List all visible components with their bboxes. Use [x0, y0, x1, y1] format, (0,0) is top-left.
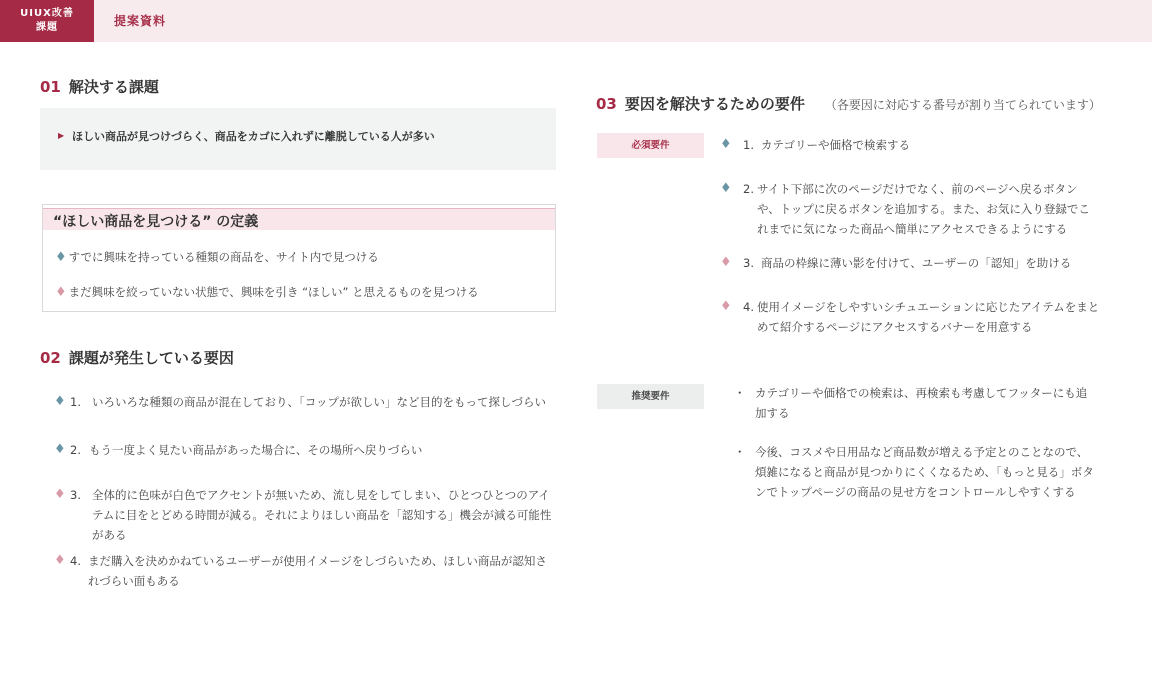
diamond-icon: ♦ [54, 553, 66, 568]
requirement-text: カテゴリーや価格で検索する [761, 138, 911, 152]
cause-item [54, 551, 558, 591]
cause-text: 全体的に色味が白色でアクセントが無いため、流し見をしてしまい、ひとつひとつのアイテムに目をとどめる時間が減る。それによりほしい商品を「認知する」機会が減る可能性がある [92, 488, 552, 542]
requirement-item [720, 297, 1100, 337]
section-title: 要因を解決するための要件 [624, 95, 805, 113]
document-title: 提案資料 [114, 14, 167, 28]
definition-title: “ほしい商品を見つける” の定義 [53, 214, 259, 230]
recommended-label: 推奨要件 [597, 384, 704, 409]
recommended-item [734, 442, 1096, 502]
diamond-icon: ♦ [55, 250, 67, 265]
section-note: （各要因に対応する番号が割り当てられています） [824, 98, 1101, 112]
requirement-text: 商品の枠線に薄い影を付けて、ユーザーの「認知」を助ける [761, 256, 1072, 270]
section-02-heading [40, 347, 234, 368]
diamond-icon: ♦ [720, 181, 732, 196]
diamond-icon: ♦ [720, 255, 732, 270]
cause-text: いろいろな種類の商品が混在しており、「コップが欲しい」など目的をもって探しづらい [92, 395, 547, 409]
recommended-text: カテゴリーや価格での検索は、再検索も考慮してフッターにも追加する [755, 386, 1088, 420]
cause-number: 1. [70, 395, 81, 409]
cause-text: まだ購入を決めかねているユーザーが使用イメージをしづらいため、ほしい商品が認知されづらい面もある [88, 554, 547, 588]
section-title: 解決する課題 [68, 78, 159, 96]
recommended-text: 今後、コスメや日用品など商品数が増える予定とのことなので、煩雑になると商品が見つかりにくくなるため、「もっと見る」ボタンでトップページの商品の見せ方をコントロールしやすくする [755, 445, 1094, 499]
requirement-number: 2. [743, 182, 754, 196]
cause-item [54, 485, 558, 545]
cause-item [54, 392, 558, 412]
definition-header [43, 208, 555, 230]
category-tag-line2: 課題 [36, 22, 58, 33]
bullet-icon: ・ [734, 445, 746, 459]
section-03-heading [596, 93, 1101, 114]
category-tag-line1: UIUX改善 [20, 8, 74, 19]
section-number: 01 [40, 78, 61, 96]
requirement-item [720, 179, 1100, 239]
section-number: 02 [40, 349, 61, 367]
triangle-bullet-icon: ▶ [58, 131, 65, 140]
diamond-icon: ♦ [720, 137, 732, 152]
bullet-icon: ・ [734, 386, 746, 400]
header-bar [0, 0, 1152, 42]
diamond-icon: ♦ [54, 442, 66, 457]
definition-item-text: すでに興味を持っている種類の商品を、サイト内で見つける [68, 250, 379, 264]
requirement-number: 4. [743, 300, 754, 314]
cause-text: もう一度よく見たい商品があった場合に、その場所へ戻りづらい [89, 443, 423, 457]
requirement-number: 3. [743, 256, 754, 270]
requirement-number: 1. [743, 138, 754, 152]
definition-item [55, 284, 479, 300]
category-tag [0, 0, 94, 42]
issue-text: ほしい商品が見つけづらく、商品をカゴに入れずに離脱している人が多い [72, 130, 435, 143]
issue-box [40, 108, 556, 170]
section-01-heading [40, 76, 159, 97]
cause-number: 2. [70, 443, 81, 457]
cause-number: 4. [70, 554, 81, 568]
requirement-text: サイト下部に次のページだけでなく、前のページへ戻るボタンや、トップに戻るボタンを追加する。また、お気に入り登録でこれまでに気になった商品へ簡単にアクセスできるようにする [757, 182, 1090, 236]
definition-item [55, 249, 379, 265]
required-label: 必須要件 [597, 133, 704, 158]
section-number: 03 [596, 95, 617, 113]
requirement-text: 使用イメージをしやすいシチュエーションに応じたアイテムをまとめて紹介するページにアクセスするバナーを用意する [757, 300, 1100, 334]
definition-item-text: まだ興味を絞っていない状態で、興味を引き “ほしい” と思えるものを見つける [68, 285, 479, 299]
diamond-icon: ♦ [54, 394, 66, 409]
recommended-item [734, 383, 1096, 423]
cause-item [54, 440, 558, 460]
diamond-icon: ♦ [54, 487, 66, 502]
section-title: 課題が発生している要因 [68, 349, 234, 367]
definition-box [42, 204, 556, 312]
requirement-item [720, 253, 1100, 273]
diamond-icon: ♦ [720, 299, 732, 314]
requirement-item [720, 135, 1100, 155]
cause-number: 3. [70, 488, 81, 502]
diamond-icon: ♦ [55, 285, 67, 300]
